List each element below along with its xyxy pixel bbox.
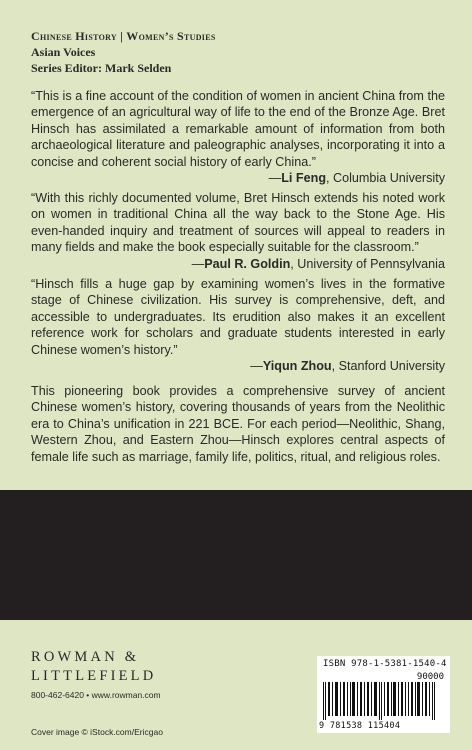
series-name: Asian Voices [31,45,96,59]
price-code: 90000 [416,672,444,682]
endorser-affiliation: , Columbia University [326,171,445,186]
quote-text: “This is a fine account of the condition of women in ancient China from the emergence of an agricultural way of life to the end of the Bronze Age. Bret Hinsch has assimilated a remarkable amount of information from both archaeological literature and paleographic analyses, incorporating it into a concise and coherent social history of early China.” [31,89,445,169]
endorser-affiliation: , University of Pennsylvania [290,256,445,271]
attribution-dash: — [191,256,205,271]
barcode-bars-icon [321,670,446,722]
cover-image-credit: Cover image © iStock.com/Ericgao [31,727,163,737]
series-editor: Series Editor: Mark Selden [31,61,172,75]
endorsement-quote-2 [31,190,445,272]
quote-text: “Hinsch fills a huge gap by examining women’s lives in the formative stage of Chinese civilization. His survey is comprehensive, deft, and accessible to undergraduates. Its erudition also makes it an excellent reference work for scholars and graduate students interested in early Chinese women’s history.” [31,277,445,357]
publisher-logo-line-1: ROWMAN & [31,649,140,665]
quote-attribution [31,170,445,186]
attribution-dash: — [250,359,263,374]
publisher-block [31,648,231,701]
endorser-name: Li Feng [281,171,327,186]
endorsement-quote-1 [31,88,445,186]
attribution-dash: — [268,171,282,186]
isbn-barcode [317,656,450,733]
series-header [31,28,451,76]
book-description: This pioneering book provides a comprehensive survey of ancient Chinese women’s history, covering thousands of years from the Neolithic era to China’s unification in 221 BCE. For each period—Neolithic, Shang, Western Zhou, and Eastern Zhou—Hinsch explores central aspects of female life such as marriage, family life, politics, ritual, and religious roles. [31,384,445,464]
publisher-contact: 800-462-6420 • www.rowman.com [31,690,161,700]
isbn-number: ISBN 978-1-5381-1540-4 [323,659,447,669]
publisher-logo-line-2: LITTLEFIELD [31,668,157,684]
endorser-name: Paul R. Goldin [204,256,291,271]
decorative-band [0,490,472,620]
endorser-name: Yiqun Zhou [262,359,332,374]
quote-text: “With this richly documented volume, Bret Hinsch extends his noted work on women in traditional China all the way back to the Stone Age. His even-handed inquiry and treatment of sources will appeal to readers in many fields and make the book especially suitable for the classroom.” [31,191,445,255]
quote-attribution [31,256,445,272]
quote-attribution [31,358,445,374]
category-line: Chinese History | Women’s Studies [31,29,216,43]
endorsement-quote-3 [31,276,445,374]
barcode-digits: 9 781538 115404 [319,721,401,731]
endorser-affiliation: , Stanford University [331,359,445,374]
